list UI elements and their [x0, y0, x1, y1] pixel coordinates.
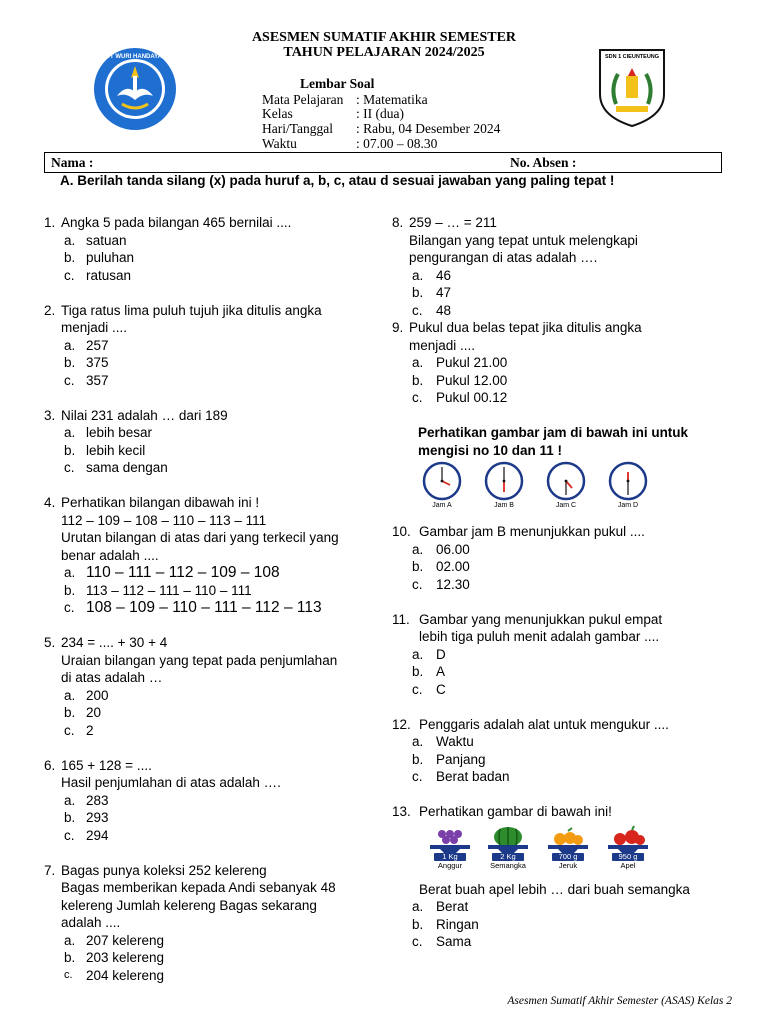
option[interactable]: a. 283 — [64, 792, 109, 808]
question-10: 10. Gambar jam B menunjukkan pukul .... a. 06.00 b. 02.00 c. 12.30 — [392, 523, 732, 593]
apple-weight: 950 g — [618, 851, 638, 861]
question-8: 8. 259 – … = 211 Bilangan yang tepat untuk melengkapi pengurangan di atas adalah …. a. 46 b. 47 c. 48 — [392, 214, 732, 319]
option[interactable]: a. Berat — [412, 899, 469, 914]
option[interactable]: c. 108 – 109 – 110 – 111 – 112 – 113 — [64, 599, 322, 616]
question-6: 6. 165 + 128 = .... Hasil penjumlahan di atas adalah …. a. 283 b. 293 c. 294 — [44, 757, 384, 845]
clock-a-icon — [420, 461, 464, 501]
school-logo — [596, 46, 668, 128]
question-3: 3. Nilai 231 adalah … dari 189 a. lebih besar b. lebih kecil c. sama dengan — [44, 407, 384, 477]
fruit-grape — [422, 825, 478, 871]
option[interactable]: a. D — [412, 646, 446, 662]
question-5: 5. 234 = .... + 30 + 4 Uraian bilangan yang tepat pada penjumlahan di atas adalah … a. 200 b. 20 c. 2 — [44, 634, 384, 739]
question-11: 11. Gambar yang menunjukkan pukul empat lebih tiga puluh menit adalah gambar .... a. D b. A c. C — [392, 611, 732, 699]
option[interactable]: a. lebih besar — [64, 425, 153, 440]
option[interactable]: b. lebih kecil — [64, 442, 146, 458]
exam-title: ASESMEN SUMATIF AKHIR SEMESTER — [251, 30, 517, 45]
clock-d — [604, 461, 652, 511]
clock-a — [418, 461, 466, 511]
question-13-stem: Berat buah apel lebih … dari buah semangka — [419, 881, 690, 897]
clock-c — [542, 461, 590, 511]
page-footer: Asesmen Sumatif Akhir Semester (ASAS) Kelas 2 — [507, 995, 732, 1007]
watermelon-weight: 2 Kg — [500, 851, 516, 861]
clock-d-label: Jam D — [617, 502, 639, 509]
absen-label: No. Absen : — [510, 155, 577, 170]
grape-weight: 1 Kg — [442, 851, 458, 861]
option[interactable]: a. Waktu — [412, 734, 474, 749]
option[interactable]: a. 110 – 111 – 112 – 109 – 108 — [64, 564, 280, 581]
option[interactable]: c. Sama — [412, 934, 472, 949]
option[interactable]: c. C — [412, 681, 446, 697]
sheet-title: Lembar Soal — [300, 76, 375, 91]
option[interactable]: b. 293 — [64, 810, 109, 825]
option[interactable]: b. 113 – 112 – 111 – 110 – 111 — [64, 582, 252, 598]
question-13: 13. Perhatikan gambar di bawah ini! 1 Kg Anggur 2 Kg Semangka 700 g Jeruk 950 g Apel Berat buah apel lebih … dari buah semangka a. Berat b. Ringan c. Sama — [392, 803, 732, 951]
option[interactable]: c. ratusan — [64, 267, 132, 283]
right-column — [392, 214, 732, 951]
option[interactable]: c. 357 — [64, 372, 109, 388]
option[interactable]: a. 46 — [412, 267, 452, 283]
clock-image — [418, 461, 662, 517]
logo-motto: TUT WURI HANDAYANI — [102, 54, 168, 60]
option[interactable]: a. Pukul 21.00 — [412, 355, 508, 370]
school-logo-name: SDN 1 CIEUNTEUNG — [604, 54, 660, 60]
clock-notice: Perhatikan gambar jam di bawah ini untuk mengisi no 10 dan 11 ! — [418, 425, 689, 458]
option[interactable]: c. Berat badan — [412, 769, 510, 784]
orange-name: Jeruk — [558, 860, 578, 870]
question-4: 4. Perhatikan bilangan dibawah ini ! 112 – 109 – 108 – 110 – 113 – 111 Urutan bilangan di atas dari yang terkecil yang benar adalah .... a. 110 – 111 – 112 – 109 – 108 b. 113 – 112 – 111 – 110 – 111 c. 108 – 109 – 110 – 111 – 112 – 113 — [44, 494, 384, 617]
option[interactable]: b. Pukul 12.00 — [412, 372, 508, 388]
option[interactable]: a. 06.00 — [412, 541, 470, 557]
option[interactable]: c. Pukul 00.12 — [412, 390, 508, 405]
question-7: 7. Bagas punya koleksi 252 kelereng Bagas memberikan kepada Andi sebanyak 48 kelereng Jumlah kelereng Bagas sekarang adalah .... a. 207 kelereng b. 203 kelereng c. 204 kelereng — [44, 862, 384, 985]
name-label: Nama : — [51, 155, 94, 170]
clock-b-label: Jam B — [494, 502, 514, 509]
orange-weight: 700 g — [558, 851, 578, 861]
clock-b-icon — [482, 461, 526, 501]
watermelon-name: Semangka — [490, 860, 526, 870]
section-instruction: A. Berilah tanda silang (x) pada huruf a, b, c, atau d sesuai jawaban yang paling tepat ! — [60, 173, 615, 188]
option[interactable]: b. Ringan — [412, 916, 479, 932]
fruit-apple — [600, 825, 656, 871]
grape-name: Anggur — [437, 860, 463, 870]
question-2: 2. Tiga ratus lima puluh tujuh jika ditulis angka menjadi .... a. 257 b. 375 c. 357 — [44, 302, 384, 390]
fruit-watermelon — [480, 825, 536, 871]
option[interactable]: a. 207 kelereng — [64, 932, 165, 948]
clock-c-icon — [544, 461, 588, 501]
question-12: 12. Penggaris adalah alat untuk mengukur .... a. Waktu b. Panjang c. Berat badan — [392, 716, 732, 786]
left-column — [44, 214, 384, 984]
school-year: TAHUN PELAJARAN 2024/2025 — [283, 45, 485, 60]
option[interactable]: b. 02.00 — [412, 559, 470, 574]
option[interactable]: c. 12.30 — [412, 576, 470, 592]
option[interactable]: a. satuan — [64, 232, 127, 248]
fruit-orange — [540, 825, 596, 871]
option[interactable]: c. sama dengan — [64, 460, 168, 475]
option[interactable]: b. 47 — [412, 285, 452, 300]
option[interactable]: a. 257 — [64, 337, 109, 353]
question-1: 1. Angka 5 pada bilangan 465 bernilai .... a. satuan b. puluhan c. ratusan — [44, 214, 384, 284]
clock-b — [480, 461, 528, 511]
fruit-scale-image — [422, 825, 658, 881]
option[interactable]: b. 203 kelereng — [64, 950, 165, 965]
option[interactable]: b. 375 — [64, 355, 109, 370]
clock-a-label: Jam A — [432, 502, 452, 509]
option[interactable]: b. puluhan — [64, 250, 135, 265]
tut-wuri-handayani-logo — [92, 46, 178, 132]
option[interactable]: b. A — [412, 664, 446, 679]
clock-d-icon — [606, 461, 650, 501]
option[interactable]: b. 20 — [64, 705, 102, 720]
option[interactable]: c. 204 kelereng — [64, 967, 165, 983]
option[interactable]: a. 200 — [64, 687, 109, 703]
option[interactable]: c. 294 — [64, 827, 109, 843]
apple-name: Apel — [620, 860, 636, 870]
name-box[interactable] — [44, 152, 722, 173]
option[interactable]: b. Panjang — [412, 751, 486, 767]
option[interactable]: c. 2 — [64, 722, 94, 738]
question-9: 9. Pukul dua belas tepat jika ditulis angka menjadi .... a. Pukul 21.00 b. Pukul 12.00 c. Pukul 00.12 — [392, 319, 732, 407]
option[interactable]: c. 48 — [412, 302, 452, 318]
clock-c-label: Jam C — [555, 502, 577, 509]
